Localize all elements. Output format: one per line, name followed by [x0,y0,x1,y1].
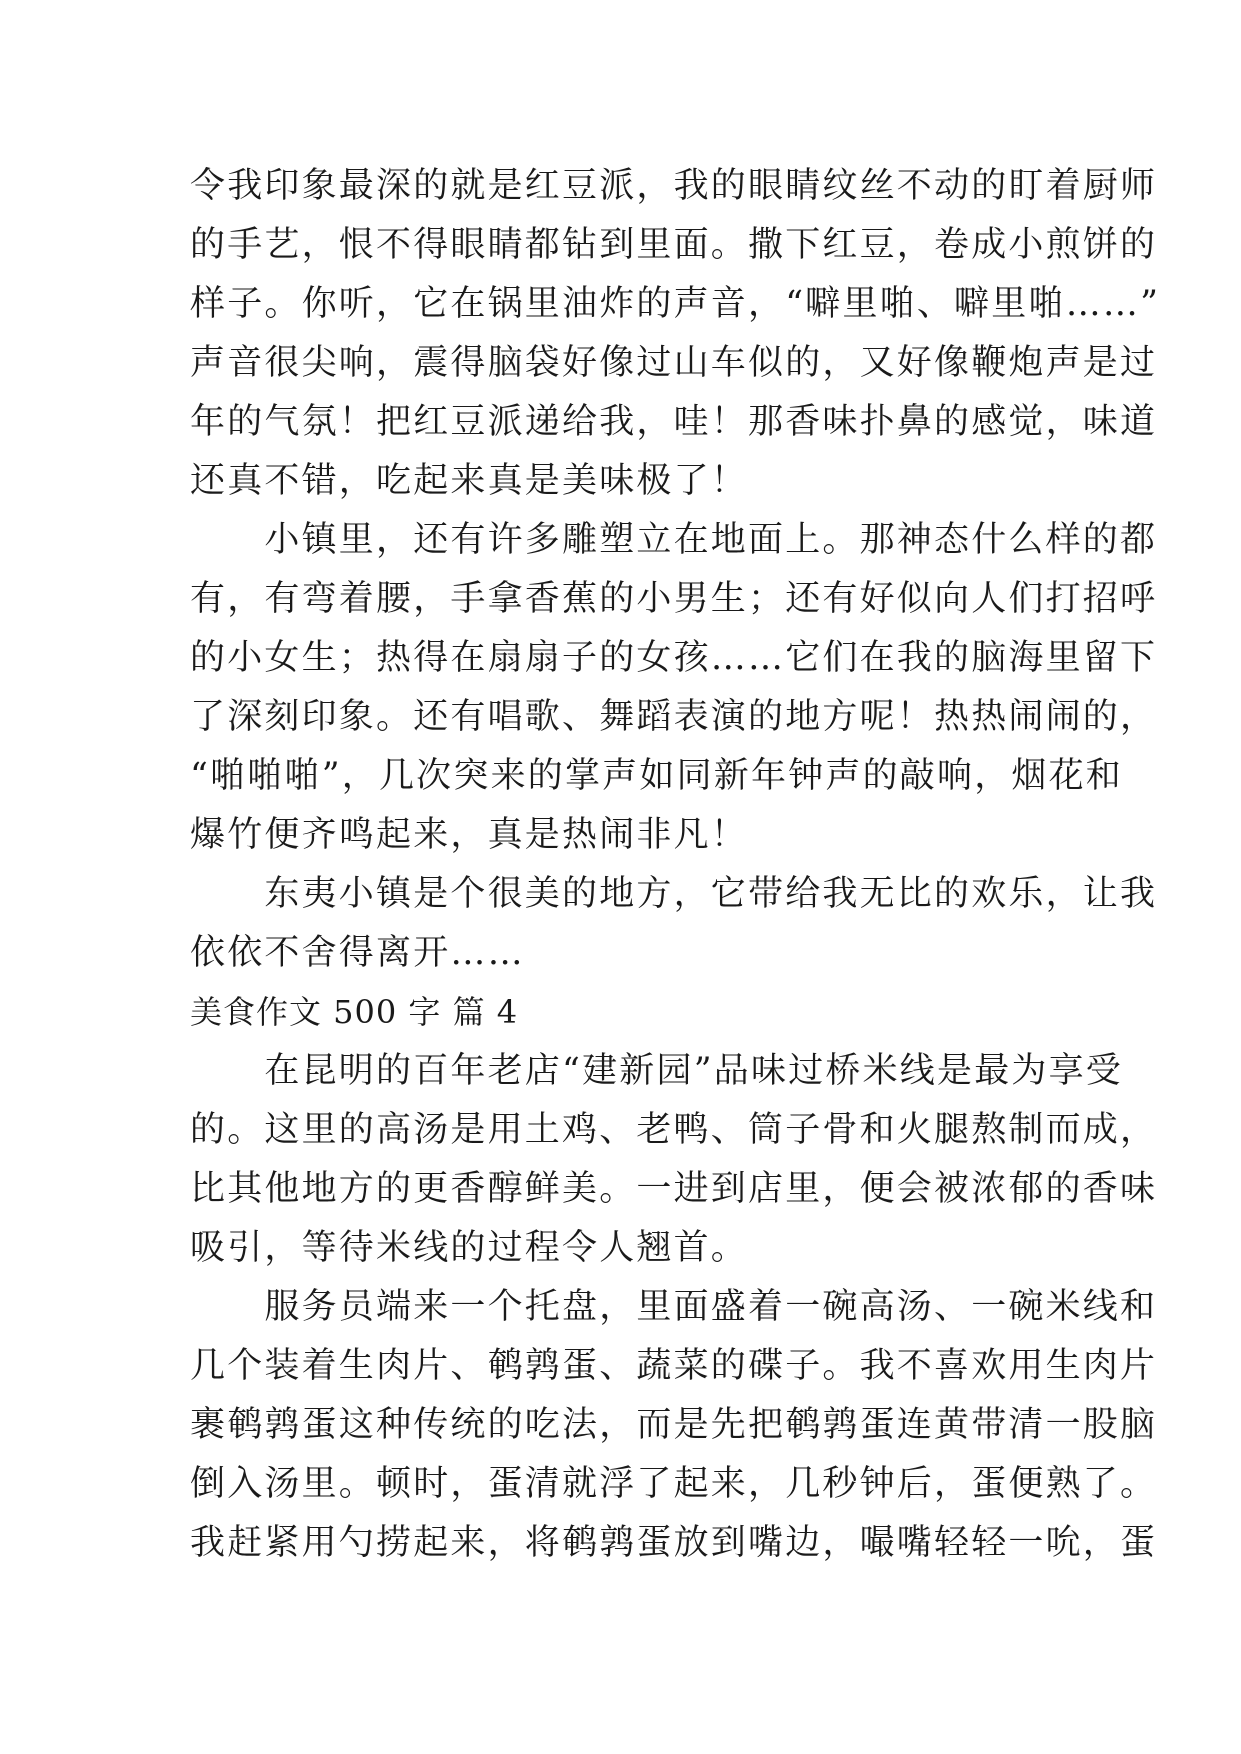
text-line: 比其他地方的更香醇鲜美。一进到店里，便会被浓郁的香味 [190,1169,1158,1209]
text-line: 声音很尖响，震得脑袋好像过山车似的，又好像鞭炮声是过 [190,343,1158,383]
text-line: 东夷小镇是个很美的地方，它带给我无比的欢乐，让我 [190,874,1158,914]
text-line: “啪啪啪”，几次突来的掌声如同新年钟声的敲响，烟花和 [190,756,1123,796]
text-line: 吸引，等待米线的过程令人翘首。 [190,1228,749,1268]
text-line: 有，有弯着腰，手拿香蕉的小男生；还有好似向人们打招呼 [190,579,1158,619]
text-line: 样子。你听，它在锅里油炸的声音，“噼里啪、噼里啪……” [190,284,1161,324]
text-line: 的小女生；热得在扇扇子的女孩……它们在我的脑海里留下 [190,638,1158,678]
section-heading: 美食作文 500 字 篇 4 [190,993,519,1031]
text-line: 年的气氛！把红豆派递给我，哇！那香味扑鼻的感觉，味道 [190,402,1158,442]
text-line: 了深刻印象。还有唱歌、舞蹈表演的地方呢！热热闹闹的， [190,697,1158,737]
text-line: 几个装着生肉片、鹌鹑蛋、蔬菜的碟子。我不喜欢用生肉片 [190,1346,1158,1386]
text-line: 依依不舍得离开…… [190,933,525,973]
text-line: 令我印象最深的就是红豆派，我的眼睛纹丝不动的盯着厨师 [190,166,1158,206]
text-line: 爆竹便齐鸣起来，真是热闹非凡！ [190,815,749,855]
text-line: 还真不错，吃起来真是美味极了！ [190,461,749,501]
text-line: 的。这里的高汤是用土鸡、老鸭、筒子骨和火腿熬制而成， [190,1110,1158,1150]
text-line: 小镇里，还有许多雕塑立在地面上。那神态什么样的都 [190,520,1158,560]
text-line: 的手艺，恨不得眼睛都钻到里面。撒下红豆，卷成小煎饼的 [190,225,1158,265]
text-line: 裹鹌鹑蛋这种传统的吃法，而是先把鹌鹑蛋连黄带清一股脑 [190,1405,1158,1445]
text-line: 倒入汤里。顿时，蛋清就浮了起来，几秒钟后，蛋便熟了。 [190,1464,1158,1504]
text-line: 我赶紧用勺捞起来，将鹌鹑蛋放到嘴边，嘬嘴轻轻一吮，蛋 [190,1523,1158,1563]
text-line: 服务员端来一个托盘，里面盛着一碗高汤、一碗米线和 [190,1287,1158,1327]
text-line: 在昆明的百年老店“建新园”品味过桥米线是最为享受 [190,1051,1123,1091]
